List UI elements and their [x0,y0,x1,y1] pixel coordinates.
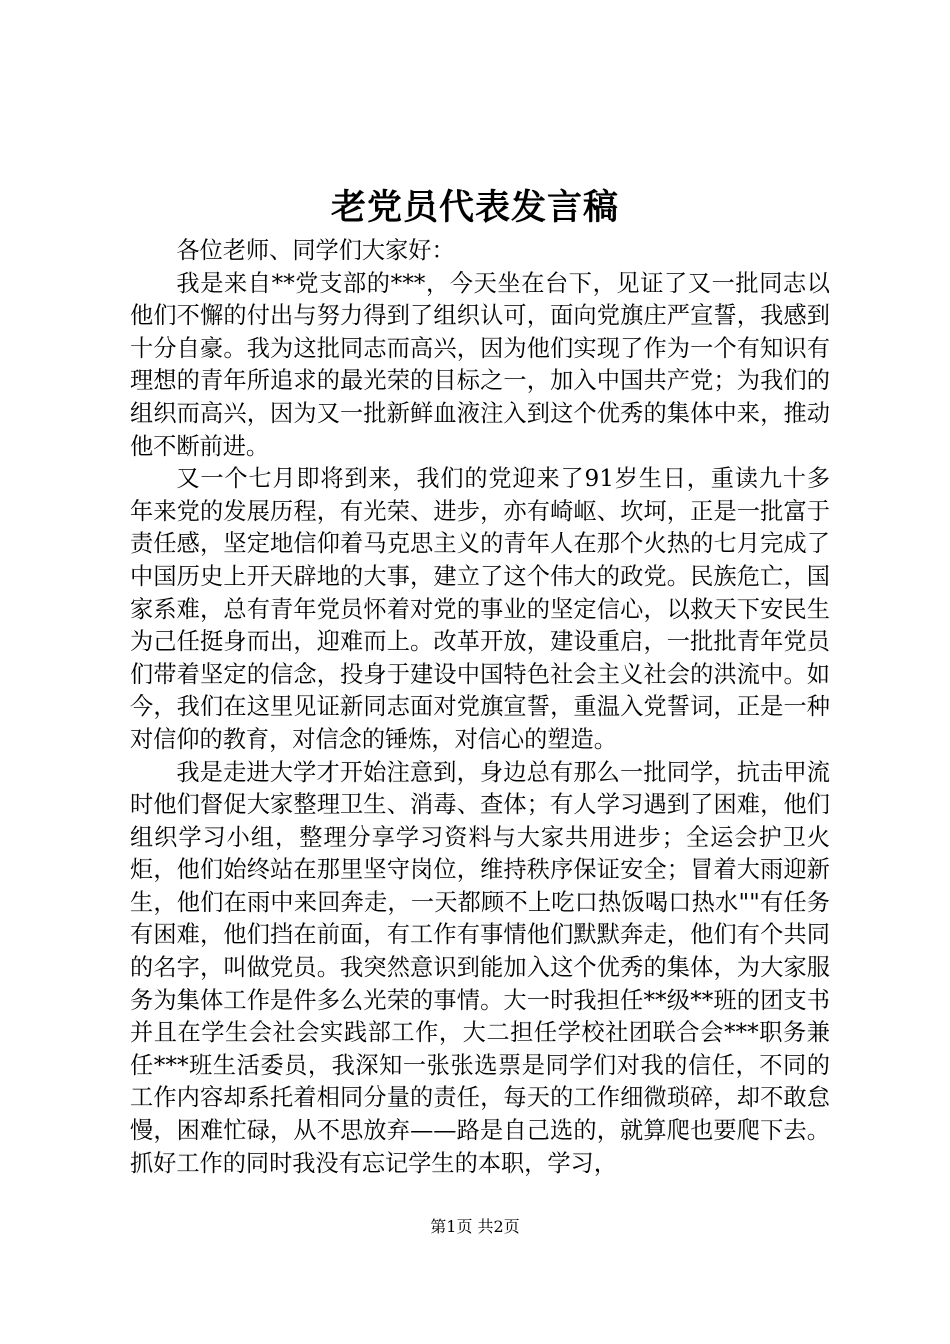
document-title: 老党员代表发言稿 [330,187,619,228]
paragraph-3: 我是走进大学才开始注意到，身边总有那么一批同学，抗击甲流时他们督促大家整理卫生、消毒、查体；有人学习遇到了困难，他们组织学习小组，整理分享学习资料与大家共用进步；全运会护卫火炬，他们始终站在那里坚守岗位，维持秩序保证安全；冒着大雨迎新生，他们在雨中来回奔走，一天都顾不上吃口热饭喝口热水""有任务有困难，他们挡在前面，有工作有事情他们默默奔走，他们有个共同的名字，叫做党员。我突然意识到能加入这个优秀的集体，为大家服务为集体工作是件多么光荣的事情。大一时我担任**级**班的团支书并且在学生会社会实践部工作，大二担任学校社团联合会***职务兼任***班生活委员，我深知一张张选票是同学们对我的信任，不同的工作内容却系托着相同分量的责任，每天的工作细微琐碎，却不敢怠慢，困难忙碌，从不思放弃——路是自己选的，就算爬也要爬下去。抓好工作的同时我没有忘记学生的本职，学习， [130,758,830,1177]
salutation: 各位老师、同学们大家好： [176,237,455,264]
document-body [130,235,830,1180]
paragraph-1: 我是来自**党支部的***，今天坐在台下，见证了又一批同志以他们不懈的付出与努力得到了组织认可，面向党旗庄严宣誓，我感到十分自豪。我为这批同志而高兴，因为他们实现了作为一个有知识有理想的青年所追求的最光荣的目标之一，加入中国共产党；为我们的组织而高兴，因为又一批新鲜血液注入到这个优秀的集体中来，推动他不断前进。 [130,269,830,460]
page-number-footer: 第1页 共2页 [430,1217,520,1236]
paragraph-2: 又一个七月即将到来，我们的党迎来了91岁生日，重读九十多年来党的发展历程，有光荣、进步，亦有崎岖、坎坷，正是一批富于责任感，坚定地信仰着马克思主义的青年人在那个火热的七月完成了中国历史上开天辟地的大事，建立了这个伟大的政党。民族危亡，国家系难，总有青年党员怀着对党的事业的坚定信心，以救天下安民生为己任挺身而出，迎难而上。改革开放，建设重启，一批批青年党员们带着坚定的信念，投身于建设中国特色社会主义社会的洪流中。如今，我们在这里见证新同志面对党旗宣誓，重温入党誓词，正是一种对信仰的教育，对信念的锤炼，对信心的塑造。 [130,465,830,753]
